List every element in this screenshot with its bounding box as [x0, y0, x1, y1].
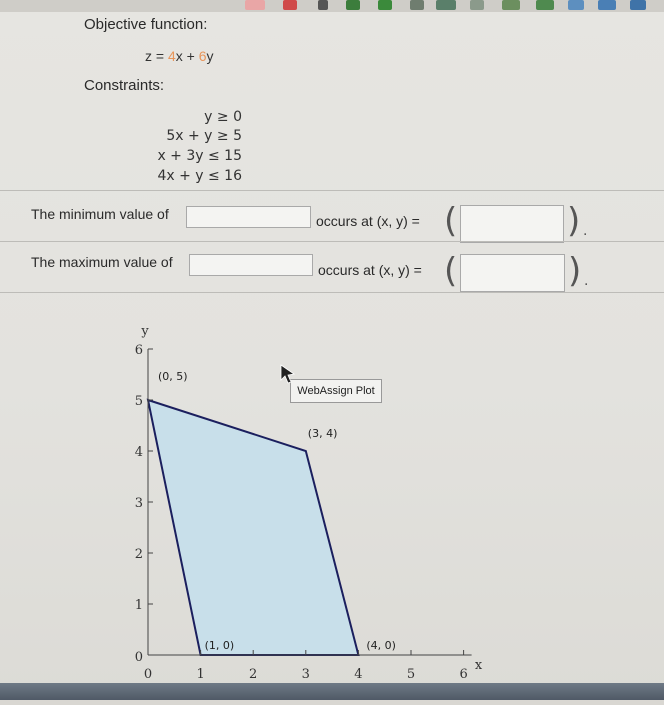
toolbar-icon[interactable]: [283, 0, 297, 10]
y-tick-label: 1: [134, 598, 143, 613]
x-tick-label: 4: [354, 667, 363, 682]
vertex-label: (0, 5): [158, 370, 188, 383]
vertex-label: (4, 0): [366, 639, 396, 652]
toolbar-icon[interactable]: [378, 0, 392, 10]
toolbar-icon[interactable]: [346, 0, 360, 10]
footer-bar: [0, 683, 664, 700]
section-divider: [0, 190, 664, 191]
min-point-input[interactable]: [460, 205, 564, 243]
max-label: The maximum value of: [31, 254, 173, 270]
objective-label: Objective function:: [84, 16, 208, 33]
min-value-input[interactable]: [186, 206, 311, 228]
section-divider: [0, 241, 664, 242]
y-tick-label: 4: [134, 445, 143, 460]
plot-svg: [0, 300, 664, 700]
toolbar-icon[interactable]: [410, 0, 424, 10]
var-x: x +: [175, 48, 199, 64]
close-paren: ): [567, 201, 581, 241]
toolbar-icon[interactable]: [630, 0, 646, 10]
x-tick-label: 6: [459, 667, 468, 682]
vertex-label: (3, 4): [307, 427, 338, 440]
max-point-input[interactable]: [460, 254, 565, 292]
constraints-label: Constraints:: [84, 77, 165, 94]
toolbar-icon[interactable]: [245, 0, 265, 10]
y-tick-label: 6: [134, 343, 143, 358]
constraint-row: 5x + y ≥ 5: [166, 128, 242, 144]
close-paren: ): [568, 251, 582, 291]
x-tick-label: 2: [249, 667, 258, 682]
coef-y: 6: [198, 48, 207, 64]
browser-toolbar: [0, 0, 664, 12]
var-y: y: [206, 48, 214, 64]
x-axis-label: x: [474, 658, 483, 673]
x-tick-label: 5: [406, 667, 416, 682]
toolbar-icon[interactable]: [470, 0, 484, 10]
z-prefix: z =: [145, 48, 168, 64]
x-tick-label: 0: [143, 667, 153, 682]
constraint-row: 4x + y ≤ 16: [157, 168, 242, 184]
max-occurs-label: occurs at (x, y) =: [318, 262, 422, 278]
objective-formula: [145, 48, 214, 64]
toolbar-icon[interactable]: [568, 0, 584, 10]
constraint-row: x + 3y ≤ 15: [157, 148, 242, 164]
toolbar-icon[interactable]: [598, 0, 616, 10]
min-label: The minimum value of: [31, 206, 169, 222]
x-tick-label: 1: [196, 667, 205, 682]
constraint-row: y ≥ 0: [204, 109, 242, 125]
period: .: [583, 222, 588, 239]
max-value-input[interactable]: [189, 254, 313, 276]
open-paren: (: [444, 201, 458, 241]
toolbar-icon[interactable]: [502, 0, 520, 10]
section-divider: [0, 292, 664, 293]
vertex-label: (1, 0): [204, 639, 235, 652]
y-axis-label: y: [141, 324, 149, 339]
feasible-region-plot: [0, 300, 664, 700]
toolbar-icon[interactable]: [436, 0, 456, 10]
open-paren: (: [444, 251, 458, 291]
toolbar-icon[interactable]: [318, 0, 328, 10]
y-tick-label: 5: [134, 394, 143, 409]
webassign-plot-button[interactable]: WebAssign Plot: [290, 379, 382, 403]
y-tick-label: 2: [134, 547, 143, 562]
toolbar-icon[interactable]: [536, 0, 554, 10]
x-tick-label: 3: [301, 667, 310, 682]
period: .: [584, 272, 589, 289]
y-tick-label: 3: [134, 496, 143, 511]
y-tick-label: 0: [134, 650, 143, 665]
min-occurs-label: occurs at (x, y) =: [316, 213, 420, 229]
coef-x: 4: [167, 48, 176, 64]
cursor-arrow-icon: [279, 364, 297, 384]
